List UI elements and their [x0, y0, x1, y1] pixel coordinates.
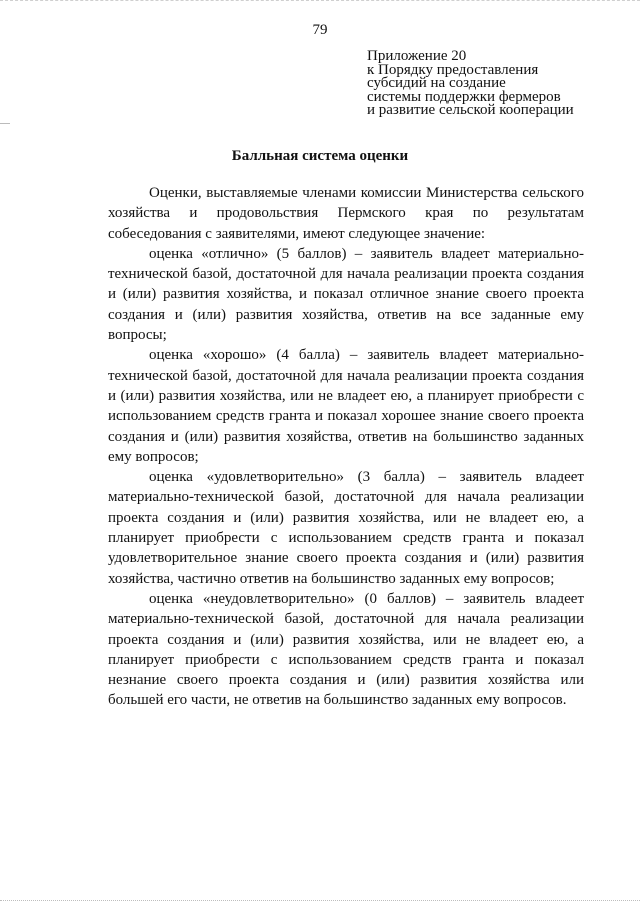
grade-unsatisfactory-paragraph: оценка «неудовлетворительно» (0 баллов) – заявитель владеет материально-технической базой, достаточной для начала реализации проекта создания и (или) развития хозяйства, или не владеет ею, а планирует приобрести с использованием средств гранта и показал незнание своего проекта создания и (или) развития хозяйства или большей его части, не ответив на большинство заданных ему вопросов. [108, 590, 584, 709]
grade-good-paragraph: оценка «хорошо» (4 балла) – заявитель владеет материально-технической базой, достаточной для начала реализации проекта создания и (или) развития хозяйства, или не владеет ею, а планирует приобрести с использованием средств гранта и показал хорошее знание своего проекта создания и (или) развития хозяйства, ответив на большинство заданных ему вопросов; [108, 347, 584, 465]
document-body [108, 183, 584, 711]
grade-satisfactory-paragraph: оценка «удовлетворительно» (3 балла) – заявитель владеет материально-технической базой, достаточной для начала реализации проекта создания и (или) развития хозяйства, или не владеет ею, а планирует приобрести с использованием средств гранта и показал удовлетворительное знание своего проекта создания и (или) развития хозяйства, частично ответив на большинство заданных ему вопросов; [108, 469, 584, 587]
scan-edge-top [0, 0, 640, 4]
appendix-line: Приложение 20 [367, 48, 467, 64]
scan-edge-bottom [0, 898, 640, 901]
intro-paragraph: Оценки, выставляемые членами комиссии Министерства сельского хозяйства и продовольствия Пермского края по результатам собеседования с заявителями, имеют следующее значение: [108, 185, 584, 242]
document-title: Балльная система оценки [231, 148, 409, 164]
appendix-line: к Порядку предоставления [367, 61, 539, 78]
appendix-line: и развитие сельской кооперации [367, 102, 574, 118]
appendix-header [367, 50, 632, 118]
appendix-line: субсидий на создание [367, 75, 506, 91]
grade-excellent-paragraph: оценка «отлично» (5 баллов) – заявитель владеет материально-технической базой, достаточной для начала реализации проекта создания и (или) развития хозяйства, и показал отличное знание своего проекта создания и (или) развития хозяйства, ответив на все заданные ему вопросы; [108, 245, 584, 344]
appendix-line: системы поддержки фермеров [367, 88, 561, 105]
page-number: 79 [312, 22, 328, 38]
scan-margin-mark [0, 123, 10, 124]
